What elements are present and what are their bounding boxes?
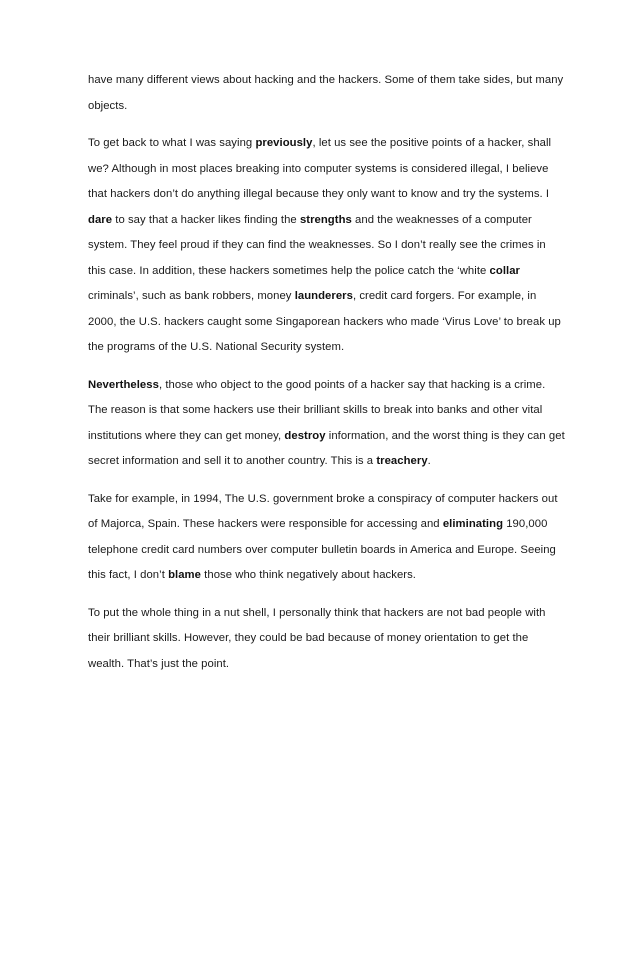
document-body bbox=[88, 68, 566, 689]
paragraph-3 bbox=[88, 373, 566, 475]
bold-word-launderers: launderers bbox=[294, 290, 353, 302]
bold-word-collar: collar bbox=[489, 264, 520, 277]
text-segment: 190,000 telephone credit card numbers over computer bulletin boards in America and Europe. Seeing this fact, I don’t bbox=[88, 518, 556, 581]
paragraph-5 bbox=[88, 601, 566, 678]
paragraph-1 bbox=[88, 68, 566, 119]
bold-word-destroy: destroy bbox=[284, 429, 326, 442]
text-segment: Take for example, in 1994, The U.S. government broke a conspiracy of computer hackers out of Majorca, Spain. These hackers were responsible for accessing and bbox=[88, 492, 558, 530]
paragraph-4 bbox=[88, 487, 566, 589]
bold-word-eliminating: eliminating bbox=[442, 518, 504, 530]
text-segment: , let us see the positive points of a hacker, shall we? Although in most places breaking into computer systems is considered illegal, I believe that hackers don’t do anything illegal because they only want to know and try the systems. I bbox=[88, 137, 552, 200]
paragraph-2 bbox=[88, 131, 566, 361]
text-segment: those who think negatively about hackers. bbox=[200, 569, 416, 581]
text-segment: criminals’, such as bank robbers, money bbox=[88, 290, 295, 302]
text-segment: To put the whole thing in a nut shell, I personally think that hackers are not bad people with their brilliant skills. However, they could be bad because of money orientation to get the wealth. That’s just the point. bbox=[88, 606, 546, 670]
text-segment: , those who object to the good points of a hacker say that hacking is a crime. The reason is that some hackers use their brilliant skills to break into banks and other vital institutions where they can get money, bbox=[88, 378, 546, 442]
text-segment: information, and the worst thing is they can get secret information and sell it to another country. This is a bbox=[88, 429, 565, 467]
bold-word-dare: dare bbox=[88, 213, 113, 226]
text-segment: to say that a hacker likes finding the bbox=[112, 213, 300, 226]
text-segment: have many different views about hacking and the hackers. Some of them take sides, but many objects. bbox=[88, 74, 564, 112]
bold-word-blame: blame bbox=[168, 569, 201, 581]
bold-word-treachery: treachery bbox=[376, 455, 428, 467]
bold-word-previously: previously bbox=[255, 137, 313, 149]
text-segment: and the weaknesses of a computer system. They feel proud if they can find the weaknesses. So I don’t really see the crimes in this case. In addition, these hackers sometimes help the police catch the ‘white bbox=[88, 213, 546, 277]
text-segment: . bbox=[427, 455, 431, 467]
text-segment: To get back to what I was saying bbox=[88, 137, 256, 149]
bold-word-nevertheless: Nevertheless bbox=[88, 378, 159, 391]
text-segment: , credit card forgers. For example, in 2000, the U.S. hackers caught some Singaporean hackers who made ‘Virus Love’ to break up the programs of the U.S. National Security system. bbox=[88, 290, 561, 353]
bold-word-strengths: strengths bbox=[299, 213, 352, 226]
